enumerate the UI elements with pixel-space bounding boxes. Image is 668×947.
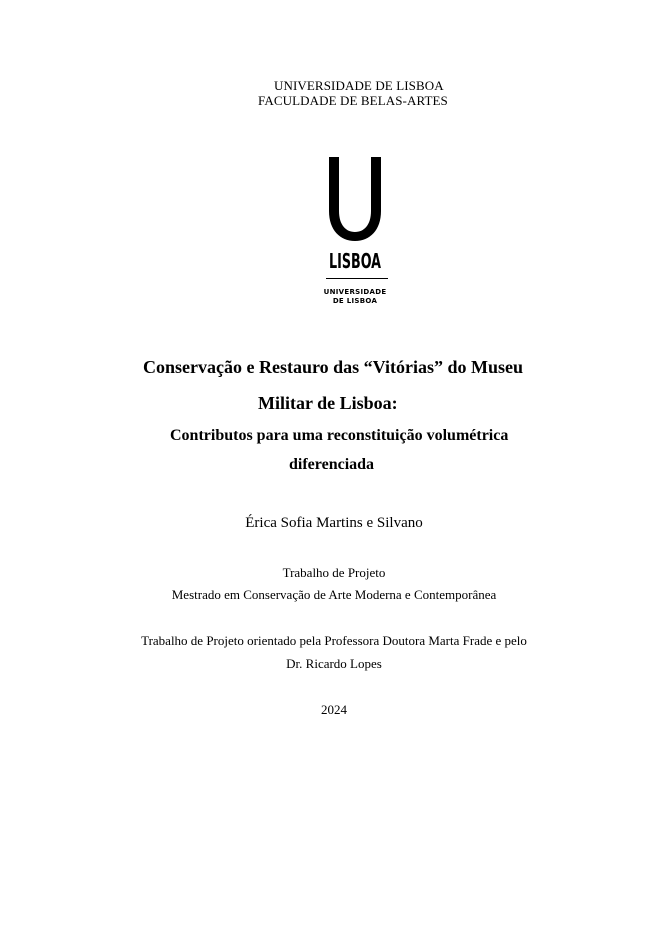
supervision-line1: Trabalho de Projeto orientado pela Professora Doutora Marta Frade e pelo [141, 633, 527, 648]
title-line2: Militar de Lisboa: [258, 393, 398, 413]
degree-name: Mestrado em Conservação de Arte Moderna e Contemporânea [171, 587, 497, 602]
logo-sub-line1: UNIVERSIDADE [323, 288, 387, 296]
faculty-name: FACULDADE DE BELAS-ARTES [258, 93, 448, 108]
year: 2024 [321, 702, 347, 717]
university-name: UNIVERSIDADE DE LISBOA [274, 78, 444, 93]
title-line1: Conservação e Restauro das “Vitórias” do Museu [143, 357, 523, 377]
logo-sub-line2: DE LISBOA [332, 297, 378, 305]
subtitle-line2: diferenciada [289, 456, 375, 473]
logo-wordmark: LISBOA [329, 249, 382, 273]
work-type: Trabalho de Projeto [282, 565, 386, 580]
subtitle-line1: Contributos para uma reconstituição volumétrica [170, 427, 509, 444]
author-name: Érica Sofia Martins e Silvano [245, 515, 423, 531]
supervision-line2: Dr. Ricardo Lopes [286, 656, 382, 671]
